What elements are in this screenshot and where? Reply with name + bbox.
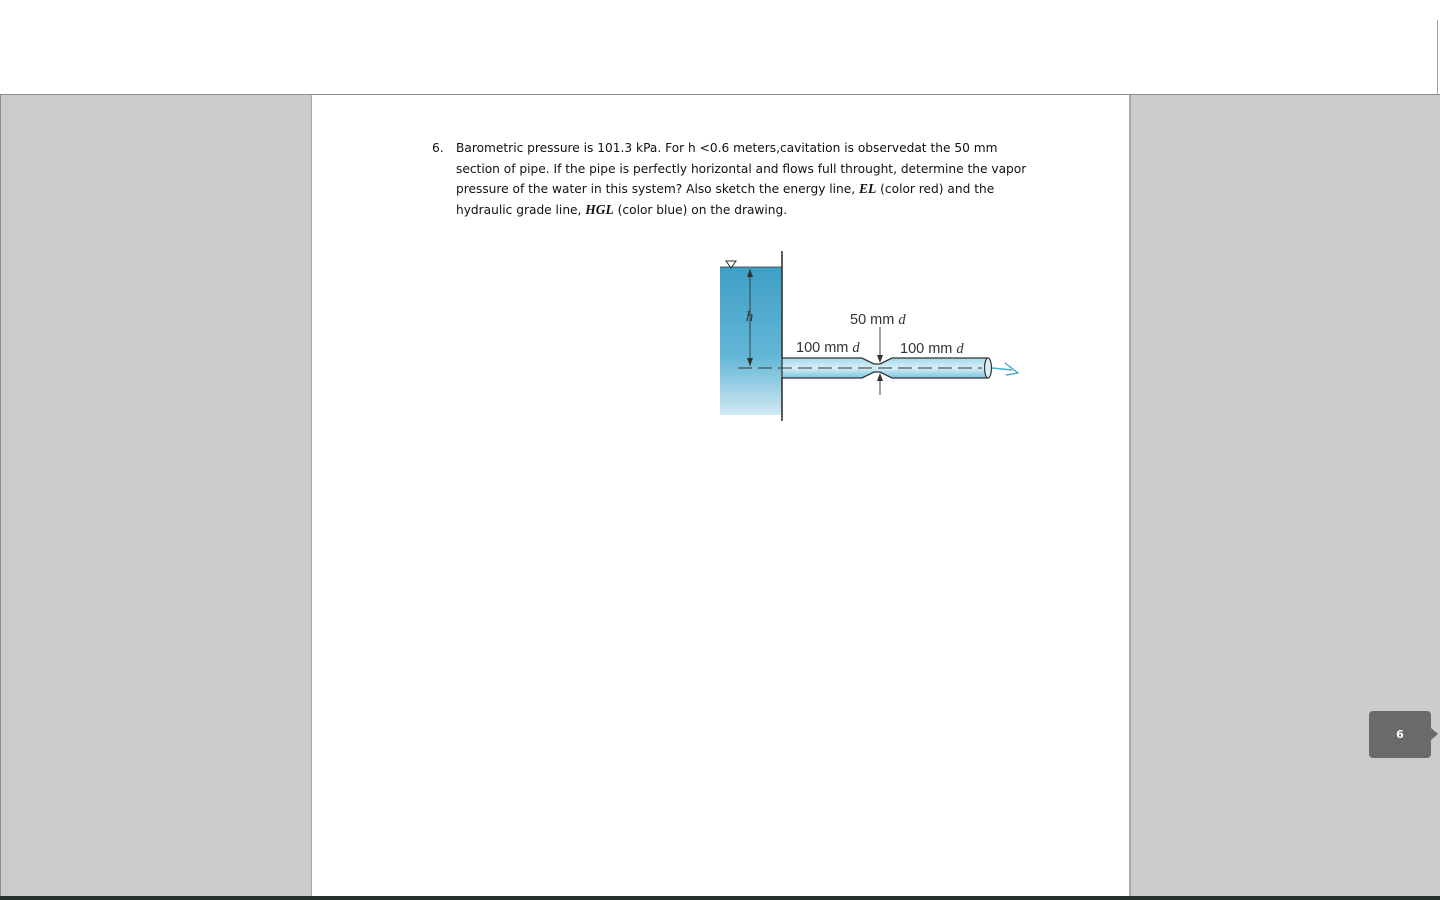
document-page xyxy=(311,95,1131,896)
window-edge xyxy=(1437,20,1438,94)
downstream-diameter-label: 100 mm d xyxy=(900,341,964,357)
problem-text-part-2: (color red) and the hydraulic grade line, xyxy=(456,182,995,217)
page-indicator-arrow xyxy=(1431,728,1438,740)
throat-diameter-label: 50 mm d xyxy=(850,312,906,328)
pipe-outlet xyxy=(985,358,992,378)
throat-arrow-top xyxy=(877,355,883,363)
problem-text-part-1: Barometric pressure is 101.3 kPa. For h <0.6 meters,cavitation is observedat the 50 mm section of pipe. If the pipe is perfectly horizontal and flows full throught, determine the vapor pressure of the water in this system? Also sketch the energy line, xyxy=(456,141,1027,196)
energy-line-label: EL xyxy=(859,181,877,196)
upstream-diameter-label: 100 mm d xyxy=(796,340,860,356)
page-number-indicator: 6 xyxy=(1369,711,1431,758)
h-label: h xyxy=(746,309,754,325)
outflow-jet xyxy=(992,368,1012,370)
problem-text xyxy=(456,138,1036,220)
bottom-strip xyxy=(0,896,1440,900)
problem-number: 6. xyxy=(432,141,444,155)
top-blank-area xyxy=(0,0,1440,94)
reservoir-water xyxy=(720,267,782,415)
throat-arrow-bottom xyxy=(877,373,883,381)
pipe-reservoir-figure xyxy=(712,245,1042,425)
problem-text-part-3: (color blue) on the drawing. xyxy=(613,202,788,217)
viewer-left-edge xyxy=(0,94,1,896)
pipe-diagram xyxy=(712,245,1042,425)
hgl-label: HGL xyxy=(585,201,614,217)
